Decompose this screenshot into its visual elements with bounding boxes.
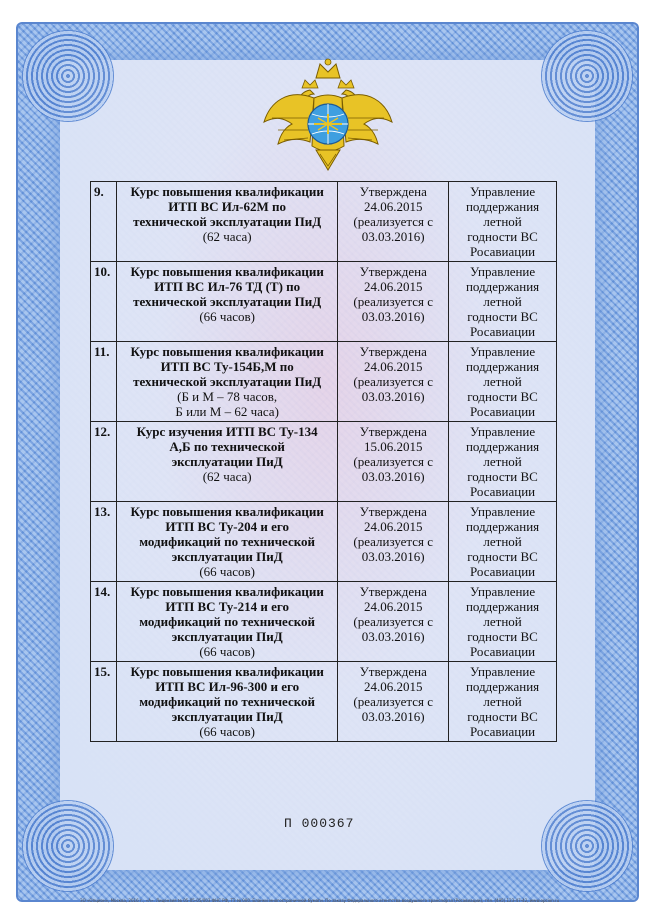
responsible-org-line: летной — [483, 294, 522, 309]
course-hours-line: Б или М – 62 часа) — [175, 404, 279, 419]
table-row — [91, 422, 557, 502]
approval-status-line: 03.03.2016) — [361, 549, 425, 564]
responsible-org-cell — [449, 182, 557, 262]
course-name-line: ИТП ВС Ил-76 ТД (Т) по — [154, 279, 301, 294]
approval-status-cell — [338, 422, 449, 502]
course-name-cell — [116, 342, 337, 422]
course-name-line: модификаций по технической — [139, 534, 316, 549]
row-number: 14. — [91, 582, 117, 662]
approval-status-line: 03.03.2016) — [361, 229, 425, 244]
course-name-line: ИТП ВС Ту-214 и его — [165, 599, 289, 614]
responsible-org-line: Управление — [469, 184, 536, 199]
responsible-org-line: Росавиации — [469, 644, 536, 659]
approval-status-line: (реализуется с — [353, 694, 434, 709]
responsible-org-line: Росавиации — [469, 404, 536, 419]
responsible-org-line: годности ВС — [467, 709, 538, 724]
course-name-line: Курс повышения квалификации — [130, 344, 324, 359]
course-name-line: эксплуатации ПиД — [171, 629, 283, 644]
responsible-org-line: Росавиации — [469, 324, 536, 339]
course-name-cell — [116, 182, 337, 262]
approval-status-cell — [338, 662, 449, 742]
approval-status-cell — [338, 502, 449, 582]
course-name-line: эксплуатации ПиД — [171, 549, 283, 564]
course-name-line: А,Б по технической — [169, 439, 285, 454]
course-name-cell — [116, 422, 337, 502]
responsible-org-line: Росавиации — [469, 724, 536, 739]
approval-status-line: 03.03.2016) — [361, 709, 425, 724]
responsible-org-line: годности ВС — [467, 229, 538, 244]
course-hours-line: (66 часов) — [199, 309, 255, 324]
course-name-cell — [116, 582, 337, 662]
table-row — [91, 342, 557, 422]
course-name-cell — [116, 262, 337, 342]
corner-rosette-bottom-right — [541, 800, 633, 892]
course-name-line: Курс повышения квалификации — [130, 184, 324, 199]
responsible-org-line: поддержания — [465, 599, 540, 614]
course-name-line: Курс изучения ИТП ВС Ту-134 — [136, 424, 318, 439]
approval-status-line: 24.06.2015 — [363, 679, 423, 694]
printer-footer: ЗО «Опцион», Москва, 2016 г., «А». Лицензия № 05-05-05/003 ФНС РФ, ТЗ № 000. Бланки многостраничной бумаги. По заказу Федерального агентства воздушного транспорта (Росавиации), тел. (495) 123-47-42, www.opcion.ru — [80, 898, 560, 903]
approval-status-line: Утверждена — [359, 424, 427, 439]
responsible-org-line: летной — [483, 214, 522, 229]
responsible-org-cell — [449, 662, 557, 742]
row-number: 12. — [91, 422, 117, 502]
serial-number: П 000367 — [284, 816, 355, 831]
approval-status-cell — [338, 262, 449, 342]
corner-rosette-bottom-left — [22, 800, 114, 892]
table-row — [91, 182, 557, 262]
course-name-line: технической эксплуатации ПиД — [133, 374, 322, 389]
approval-status-line: Утверждена — [359, 504, 427, 519]
approval-status-line: Утверждена — [359, 584, 427, 599]
course-name-line: Курс повышения квалификации — [130, 584, 324, 599]
responsible-org-line: Управление — [469, 584, 536, 599]
approval-status-cell — [338, 182, 449, 262]
responsible-org-line: Управление — [469, 424, 536, 439]
responsible-org-line: поддержания — [465, 439, 540, 454]
row-number: 10. — [91, 262, 117, 342]
course-name-line: эксплуатации ПиД — [171, 709, 283, 724]
responsible-org-line: Росавиации — [469, 564, 536, 579]
responsible-org-line: поддержания — [465, 679, 540, 694]
corner-rosette-top-left — [22, 30, 114, 122]
corner-rosette-top-right — [541, 30, 633, 122]
responsible-org-line: летной — [483, 454, 522, 469]
approval-status-line: 24.06.2015 — [363, 279, 423, 294]
table-row — [91, 262, 557, 342]
approval-status-line: Утверждена — [359, 664, 427, 679]
approval-status-line: 03.03.2016) — [361, 389, 425, 404]
responsible-org-line: летной — [483, 374, 522, 389]
approval-status-line: (реализуется с — [353, 454, 434, 469]
course-name-cell — [116, 502, 337, 582]
responsible-org-line: годности ВС — [467, 389, 538, 404]
course-name-line: ИТП ВС Ту-154Б,М по — [160, 359, 294, 374]
course-hours-line: (62 часа) — [202, 469, 252, 484]
course-name-cell — [116, 662, 337, 742]
row-number: 15. — [91, 662, 117, 742]
responsible-org-cell — [449, 502, 557, 582]
responsible-org-line: годности ВС — [467, 629, 538, 644]
course-name-line: модификаций по технической — [139, 614, 316, 629]
row-number: 9. — [91, 182, 117, 262]
responsible-org-line: поддержания — [465, 199, 540, 214]
course-name-line: ИТП ВС Ту-204 и его — [165, 519, 289, 534]
course-name-line: Курс повышения квалификации — [130, 504, 324, 519]
responsible-org-line: Управление — [469, 344, 536, 359]
table-row — [91, 582, 557, 662]
approval-status-cell — [338, 582, 449, 662]
eagle-emblem-icon — [258, 58, 398, 176]
responsible-org-line: Росавиации — [469, 484, 536, 499]
responsible-org-line: летной — [483, 534, 522, 549]
course-name-line: Курс повышения квалификации — [130, 664, 324, 679]
course-name-line: ИТП ВС Ил-96-300 и его — [155, 679, 300, 694]
responsible-org-line: Управление — [469, 504, 536, 519]
approval-status-line: Утверждена — [359, 344, 427, 359]
responsible-org-line: летной — [483, 694, 522, 709]
row-number: 11. — [91, 342, 117, 422]
approval-status-line: 15.06.2015 — [363, 439, 423, 454]
responsible-org-line: Управление — [469, 664, 536, 679]
responsible-org-line: поддержания — [465, 359, 540, 374]
approval-status-line: (реализуется с — [353, 374, 434, 389]
approval-status-line: 03.03.2016) — [361, 469, 425, 484]
responsible-org-line: летной — [483, 614, 522, 629]
responsible-org-line: поддержания — [465, 519, 540, 534]
responsible-org-line: годности ВС — [467, 549, 538, 564]
approval-status-line: 24.06.2015 — [363, 199, 423, 214]
approval-status-line: 24.06.2015 — [363, 359, 423, 374]
responsible-org-line: годности ВС — [467, 309, 538, 324]
course-hours-line: (Б и М – 78 часов, — [177, 389, 278, 404]
course-hours-line: (66 часов) — [199, 564, 255, 579]
table-row — [91, 502, 557, 582]
course-name-line: технической эксплуатации ПиД — [133, 214, 322, 229]
course-hours-line: (66 часов) — [199, 644, 255, 659]
responsible-org-cell — [449, 582, 557, 662]
responsible-org-cell — [449, 342, 557, 422]
course-name-line: ИТП ВС Ил-62М по — [168, 199, 286, 214]
course-name-line: технической эксплуатации ПиД — [133, 294, 322, 309]
course-name-line: эксплуатации ПиД — [171, 454, 283, 469]
approval-status-line: 03.03.2016) — [361, 309, 425, 324]
approval-status-cell — [338, 342, 449, 422]
approval-status-line: 24.06.2015 — [363, 519, 423, 534]
course-name-line: модификаций по технической — [139, 694, 316, 709]
row-number: 13. — [91, 502, 117, 582]
approval-status-line: Утверждена — [359, 264, 427, 279]
approval-status-line: Утверждена — [359, 184, 427, 199]
approval-status-line: (реализуется с — [353, 294, 434, 309]
responsible-org-line: годности ВС — [467, 469, 538, 484]
table-row — [91, 662, 557, 742]
approval-status-line: (реализуется с — [353, 534, 434, 549]
courses-table — [90, 181, 557, 742]
course-hours-line: (66 часов) — [199, 724, 255, 739]
approval-status-line: 24.06.2015 — [363, 599, 423, 614]
course-name-line: Курс повышения квалификации — [130, 264, 324, 279]
responsible-org-line: поддержания — [465, 279, 540, 294]
responsible-org-cell — [449, 262, 557, 342]
responsible-org-line: Росавиации — [469, 244, 536, 259]
approval-status-line: (реализуется с — [353, 614, 434, 629]
course-hours-line: (62 часа) — [202, 229, 252, 244]
responsible-org-line: Управление — [469, 264, 536, 279]
approval-status-line: (реализуется с — [353, 214, 434, 229]
approval-status-line: 03.03.2016) — [361, 629, 425, 644]
responsible-org-cell — [449, 422, 557, 502]
